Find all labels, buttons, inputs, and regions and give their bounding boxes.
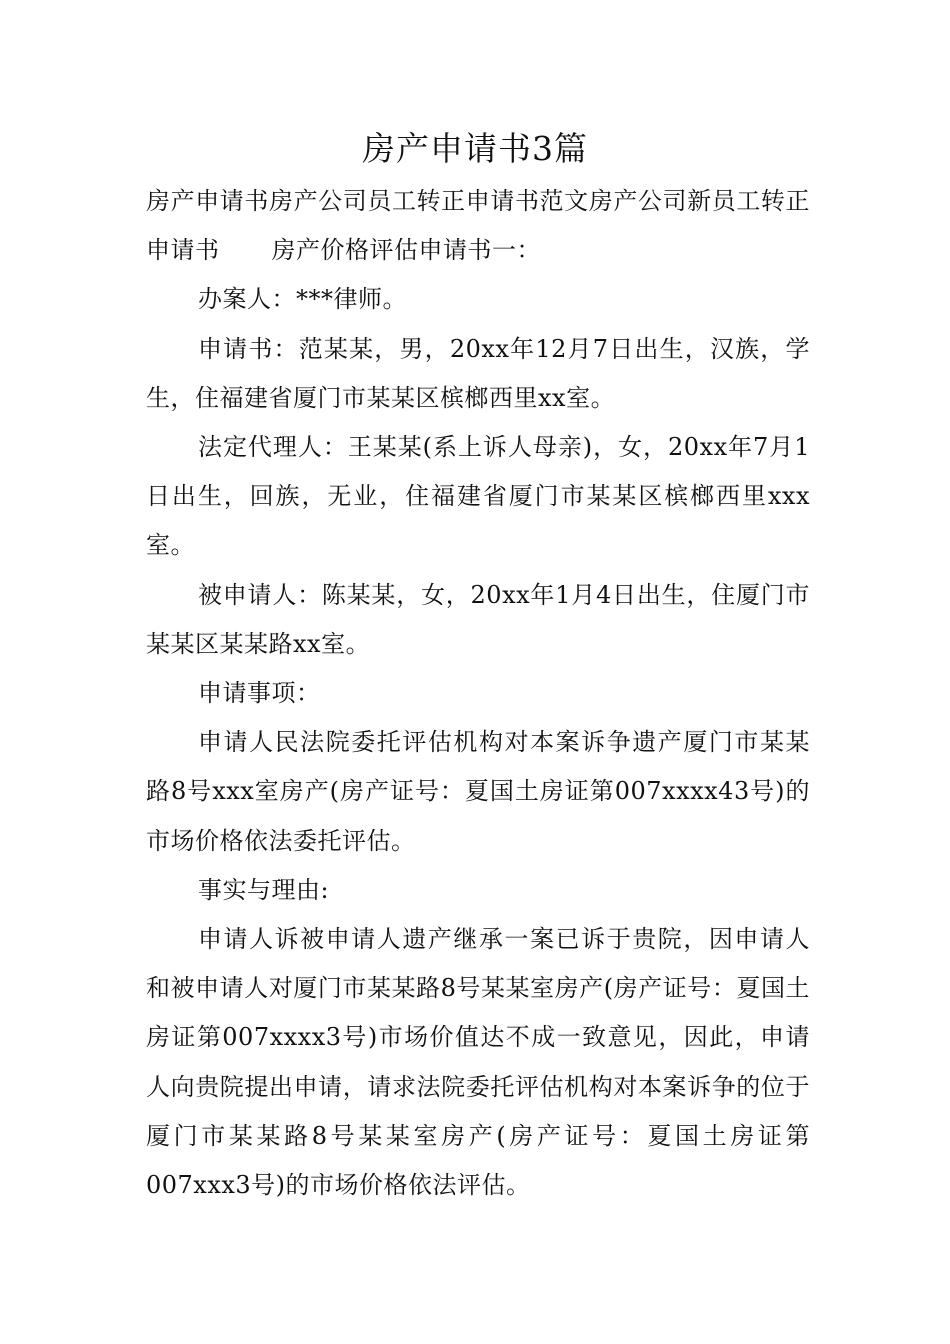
intro-subtitle: 房产价格评估申请书一： <box>271 236 541 265</box>
intro-paragraph <box>146 177 810 275</box>
paragraph-facts-content: 申请人诉被申请人遗产继承一案已诉于贵院，因申请人和被申请人对厦门市某某路8号某某室房产(房产证号：夏国土房证第007xxxx3号)市场价值达不成一致意见，因此，申请人向贵院提出申请，请求法院委托评估机构对本案诉争的位于厦门市某某路8号某某室房产(房产证号：夏国土房证第007xxx3号)的市场价格依法评估。 <box>146 925 810 1200</box>
paragraph-respondent: 被申请人：陈某某，女，20xx年1月4日出生，住厦门市某某区某某路xx室。 <box>146 580 810 658</box>
document-title: 房产申请书3篇 <box>362 129 588 168</box>
paragraph-applicant: 申请书：范某某，男，20xx年12月7日出生，汉族，学生，住福建省厦门市某某区槟榔西里xx室。 <box>146 334 810 412</box>
paragraph-request-content: 申请人民法院委托评估机构对本案诉争遗产厦门市某某路8号xxx室房产(房产证号：夏国土房证第007xxxx43号)的市场价格依法委托评估。 <box>146 728 810 855</box>
paragraph-request-heading: 申请事项： <box>198 679 321 708</box>
paragraph-handler: 办案人：***律师。 <box>198 285 407 314</box>
document-body <box>146 177 810 1210</box>
paragraph-facts-heading: 事实与理由: <box>198 875 330 904</box>
intro-text: 房产申请书房产公司员工转正申请书范文房产公司新员工转正申请书 <box>146 187 810 265</box>
paragraph-legal-representative: 法定代理人：王某某(系上诉人母亲)，女，20xx年7月1日出生，回族，无业，住福建省厦门市某某区槟榔西里xxx室。 <box>146 433 810 560</box>
